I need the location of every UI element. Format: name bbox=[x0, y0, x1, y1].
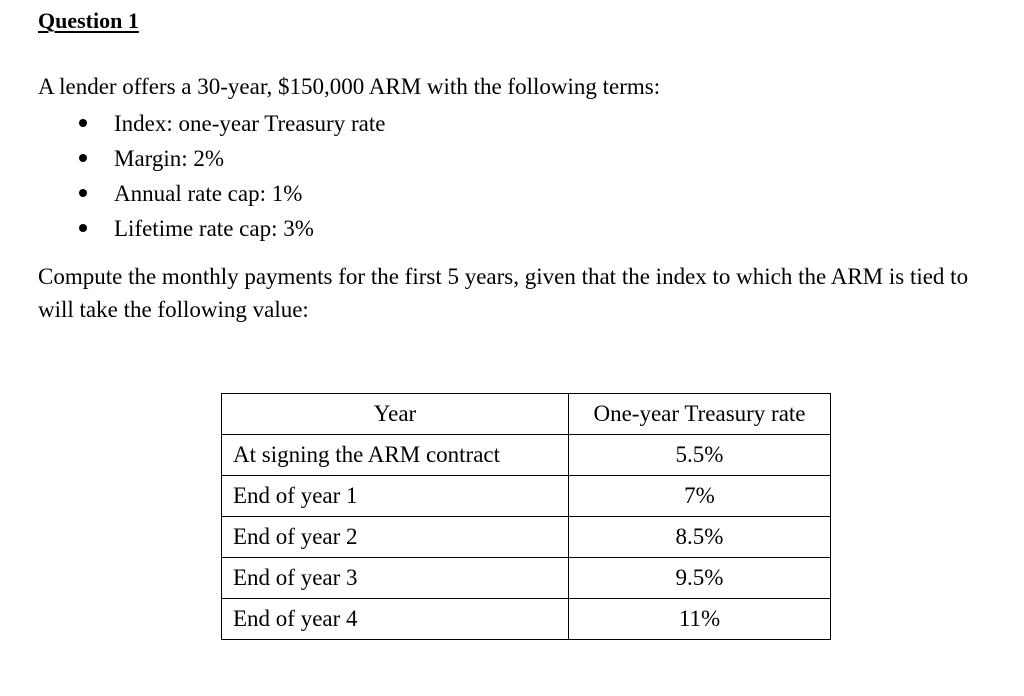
row-year: End of year 2 bbox=[222, 517, 569, 558]
header-rate: One-year Treasury rate bbox=[569, 394, 831, 435]
term-margin: Margin: 2% bbox=[114, 146, 225, 171]
term-lifetime-cap: Lifetime rate cap: 3% bbox=[114, 216, 314, 241]
table-row bbox=[222, 435, 831, 476]
row-year: End of year 3 bbox=[222, 558, 569, 599]
row-rate: 8.5% bbox=[569, 517, 831, 558]
instruction-text: Compute the monthly payments for the first 5 years, given that the index to which the ARM is tied to will take the following value: bbox=[38, 264, 969, 322]
term-annual-cap: Annual rate cap: 1% bbox=[114, 181, 303, 206]
table-row bbox=[222, 558, 831, 599]
question-heading: Question 1 bbox=[38, 8, 139, 33]
row-year: End of year 1 bbox=[222, 476, 569, 517]
table-header-row bbox=[222, 394, 831, 435]
bullet-icon bbox=[79, 154, 87, 162]
row-year: At signing the ARM contract bbox=[222, 435, 569, 476]
row-rate: 9.5% bbox=[569, 558, 831, 599]
table-row bbox=[222, 517, 831, 558]
row-rate: 11% bbox=[569, 599, 831, 640]
bullet-icon bbox=[79, 224, 87, 232]
row-rate: 7% bbox=[569, 476, 831, 517]
table-row bbox=[222, 476, 831, 517]
row-rate: 5.5% bbox=[569, 435, 831, 476]
row-year: End of year 4 bbox=[222, 599, 569, 640]
bullet-icon bbox=[79, 119, 87, 127]
intro-text: A lender offers a 30-year, $150,000 ARM with the following terms: bbox=[38, 74, 661, 99]
term-index: Index: one-year Treasury rate bbox=[114, 111, 386, 136]
table-row bbox=[222, 599, 831, 640]
header-year: Year bbox=[222, 394, 569, 435]
bullet-icon bbox=[79, 189, 87, 197]
treasury-rate-table bbox=[221, 393, 831, 640]
